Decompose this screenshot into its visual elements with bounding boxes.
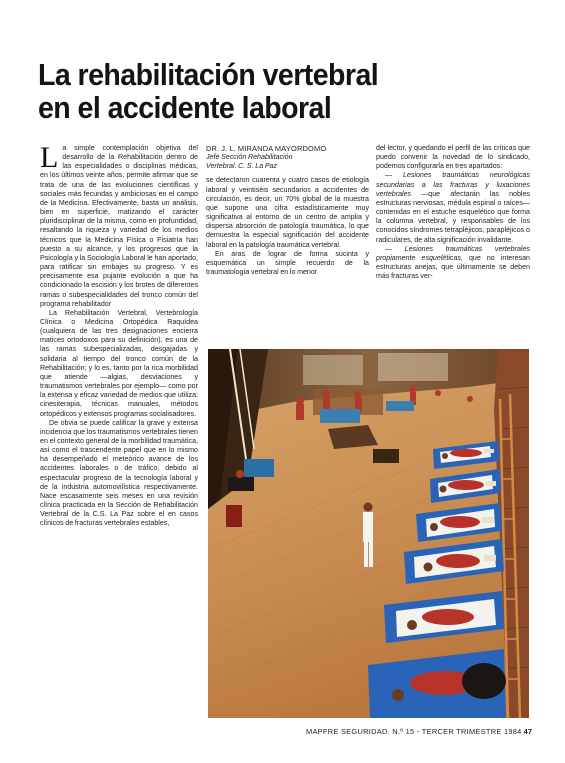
author-block: [206, 144, 369, 171]
paragraph: — Lesiones traumáticas neurológicas secundarias a las fracturas y luxaciones vertebrales —que afectarán las nobles estructuras nerviosas, médula espinal o raíces— contenidas en el estuche esquelético que forma la columna vertebral, y responsables de los conocidos síndromes tetrapléjicos, parapléjicos o radiculares, de alta significación invalidante.: [376, 171, 530, 244]
author-name: DR. J. L. MIRANDA MAYORDOMO: [206, 144, 327, 153]
text-column-1: [40, 141, 198, 529]
text-column-2: [206, 144, 369, 277]
paragraph: De obvia se puede calificar la grave y extensa incidencia que los traumatismos vertebrales tienen en el contexto general de la morbilidad traumática, así como el trascendente papel que en lo mismo ha desempeñado el meteórico avance de los accidentes laborales o de tráfico, debido al espectacular progreso de la tecnología laboral y de la industria automovilística respectivamente. Nace escasamente seis meses en una revisión clínica practicada en la Sección de Rehabilitación Vertebral de la C.S. La Paz sobre el en casos clínicos de fracturas vertebrales estables,: [40, 418, 198, 528]
author-place: Vertebral. C. S. La Paz: [206, 162, 278, 171]
photo-illustration: [208, 349, 529, 718]
page-number: 47: [523, 727, 533, 736]
footer-publication: MAPFRE SEGURIDAD. N.º 15 - TERCER TRIMESTRE 1984: [306, 727, 522, 736]
paragraph: La simple contemplación objetiva del desarrollo de la Rehabilitación dentro de las especialidades o disciplinas médicas, en los últimos veinte años, permite afirmar que se trata de una de las evoluciones científicas y sociales más fecundas y ambiciosas en el campo de la Medicina. Efectivamente, basta un análisis, bien en superficie, matizando el carácter pluridisciplinar de la misma, como en profundidad, resaltando la riqueza y variedad de los medios técnicos que la Medicina Física o Fisiatría han puesto a su alcance, y los progresos que la Psicología y la Sociología Laboral le han aportado, para ratificar sin embajes su progreso. Y es precisamente esa pujante evolución a que ha condicionado la escisión y los brotes de diferentes ramas o subespecialidades del tronco común del programa rehabilitador: [40, 141, 198, 308]
page-footer: [306, 727, 541, 736]
paragraph: La Rehabilitación Vertebral, Vertebrología Clínica o Medicina Ortopédica Raquídea (cualquiera de las tres designaciones encierra matices ortodoxos para su definición), es una de las ramas subespecializadas, desgajadas y solidaria al tiempo del tronco común de la Rehabilitación; y lo es, tanto por la rica morbilidad que atiende —algias, desviaciones y traumatismos vertebrales por ejemplo— como por la extensa y eficaz variedad de medios que utiliza: cinesiterapia, técnicas manuales, métodos ortopédicos y extensos programas socialisadores.: [40, 308, 198, 418]
text-column-3: [376, 144, 530, 281]
article-title-line-1: La rehabilitación vertebral: [38, 57, 379, 92]
paragraph: — Lesiones traumáticas vertebrales propiamente esqueléticas, que no interesan estructuras anejas, que últimamente se deben más fracturas ver-: [376, 244, 530, 281]
drop-cap: L: [40, 141, 59, 174]
rehabilitation-gym-photo: [208, 349, 529, 718]
article-title-line-2: en el accidente laboral: [38, 90, 332, 125]
author-role: Jefe Sección Rehabilitación: [206, 153, 293, 162]
paragraph: se detectaron cuarenta y cuatro casos de etiología laboral y veintiséis secundarios a accidentes de circulación, es decir, un 70% global de la muestra que supone una cifra estadísticamente muy significativa al entorno de un centro de amplia y dispersa absorción de patología traumática, lo que demuestra la especial significación del accidente laboral en la patología traumática vertebral.: [206, 176, 369, 249]
article-title: [38, 58, 378, 124]
paragraph: del lector, y quedando el perfil de las críticas que puedo convenir la novedad de lo sindicado, podemos configurarla en tres apartados:: [376, 144, 530, 171]
paragraph: En aras de lograr de forma sucinta y esquemática un simple recuerdo de la traumatología vertebral en lo menor: [206, 249, 369, 277]
